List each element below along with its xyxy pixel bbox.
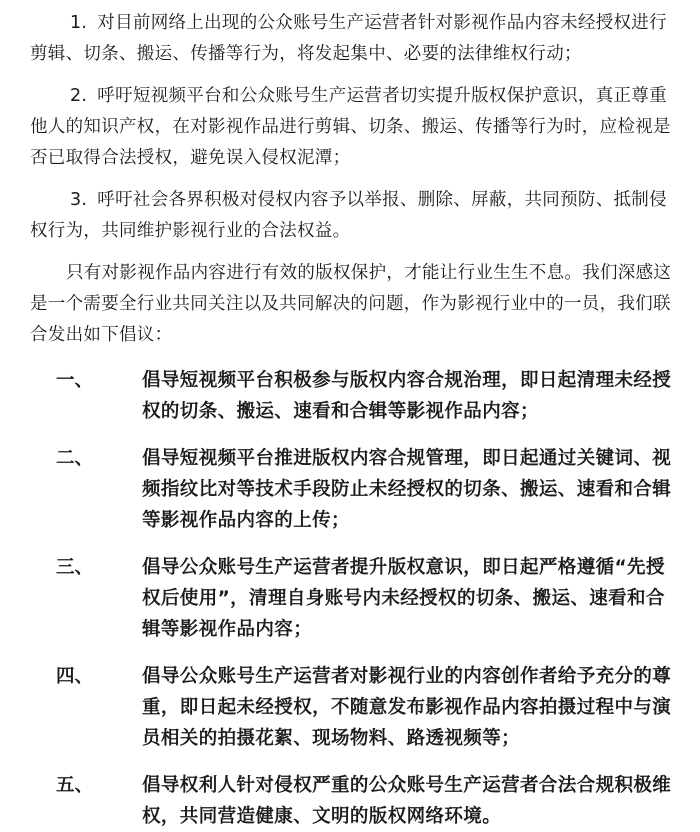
proposal-marker: 五、	[56, 775, 94, 796]
item-number: 2.	[70, 86, 88, 106]
item-text: 呼吁短视频平台和公众账号生产运营者切实提升版权保护意识，真正尊重他人的知识产权，在对影视作品进行剪辑、切条、搬运、传播等行为时，应检视是否已取得合法授权，避免误入侵权泥潭；	[30, 86, 671, 168]
item-text: 呼吁社会各界积极对侵权内容予以举报、删除、屏蔽，共同预防、抵制侵权行为，共同维护影视行业的合法权益。	[30, 190, 667, 241]
numbered-item-2	[30, 81, 674, 174]
proposal-text: 倡导短视频平台积极参与版权内容合规治理，即日起清理未经授权的切条、搬运、速看和合辑等影视作品内容；	[142, 370, 672, 422]
proposal-text: 倡导短视频平台推进版权内容合规管理，即日起通过关键词、视频指纹比对等技术手段防止未经授权的切条、搬运、速看和合辑等影视作品内容的上传；	[142, 448, 672, 531]
proposal-item-1	[30, 365, 674, 427]
numbered-item-3	[30, 185, 674, 247]
proposal-text: 倡导公众账号生产运营者提升版权意识，即日起严格遵循“先授权后使用”，清理自身账号内未经授权的切条、搬运、速看和合辑等影视作品内容；	[142, 557, 665, 640]
item-number: 1.	[70, 13, 88, 33]
proposal-item-4	[30, 661, 674, 754]
proposal-marker: 四、	[56, 666, 94, 687]
proposal-item-3	[30, 552, 674, 645]
numbered-item-1	[30, 8, 674, 70]
proposal-marker: 三、	[56, 557, 94, 578]
item-number: 3.	[70, 190, 88, 210]
proposal-text: 倡导公众账号生产运营者对影视行业的内容创作者给予充分的尊重，即日起未经授权，不随意发布影视作品内容拍摄过程中与演员相关的拍摄花絮、现场物料、路透视频等；	[142, 666, 672, 749]
proposal-item-2	[30, 443, 674, 536]
proposal-marker: 二、	[56, 448, 94, 469]
intro-paragraph: 只有对影视作品内容进行有效的版权保护，才能让行业生生不息。我们深感这是一个需要全行业共同关注以及共同解决的问题，作为影视行业中的一员，我们联合发出如下倡议：	[30, 263, 672, 345]
proposal-text: 倡导权利人针对侵权严重的公众账号生产运营者合法合规积极维权，共同营造健康、文明的版权网络环境。	[142, 775, 672, 827]
proposal-marker: 一、	[56, 370, 94, 391]
proposal-item-5	[30, 770, 674, 832]
item-text: 对目前网络上出现的公众账号生产运营者针对影视作品内容未经授权进行剪辑、切条、搬运、传播等行为，将发起集中、必要的法律维权行动；	[30, 13, 667, 64]
